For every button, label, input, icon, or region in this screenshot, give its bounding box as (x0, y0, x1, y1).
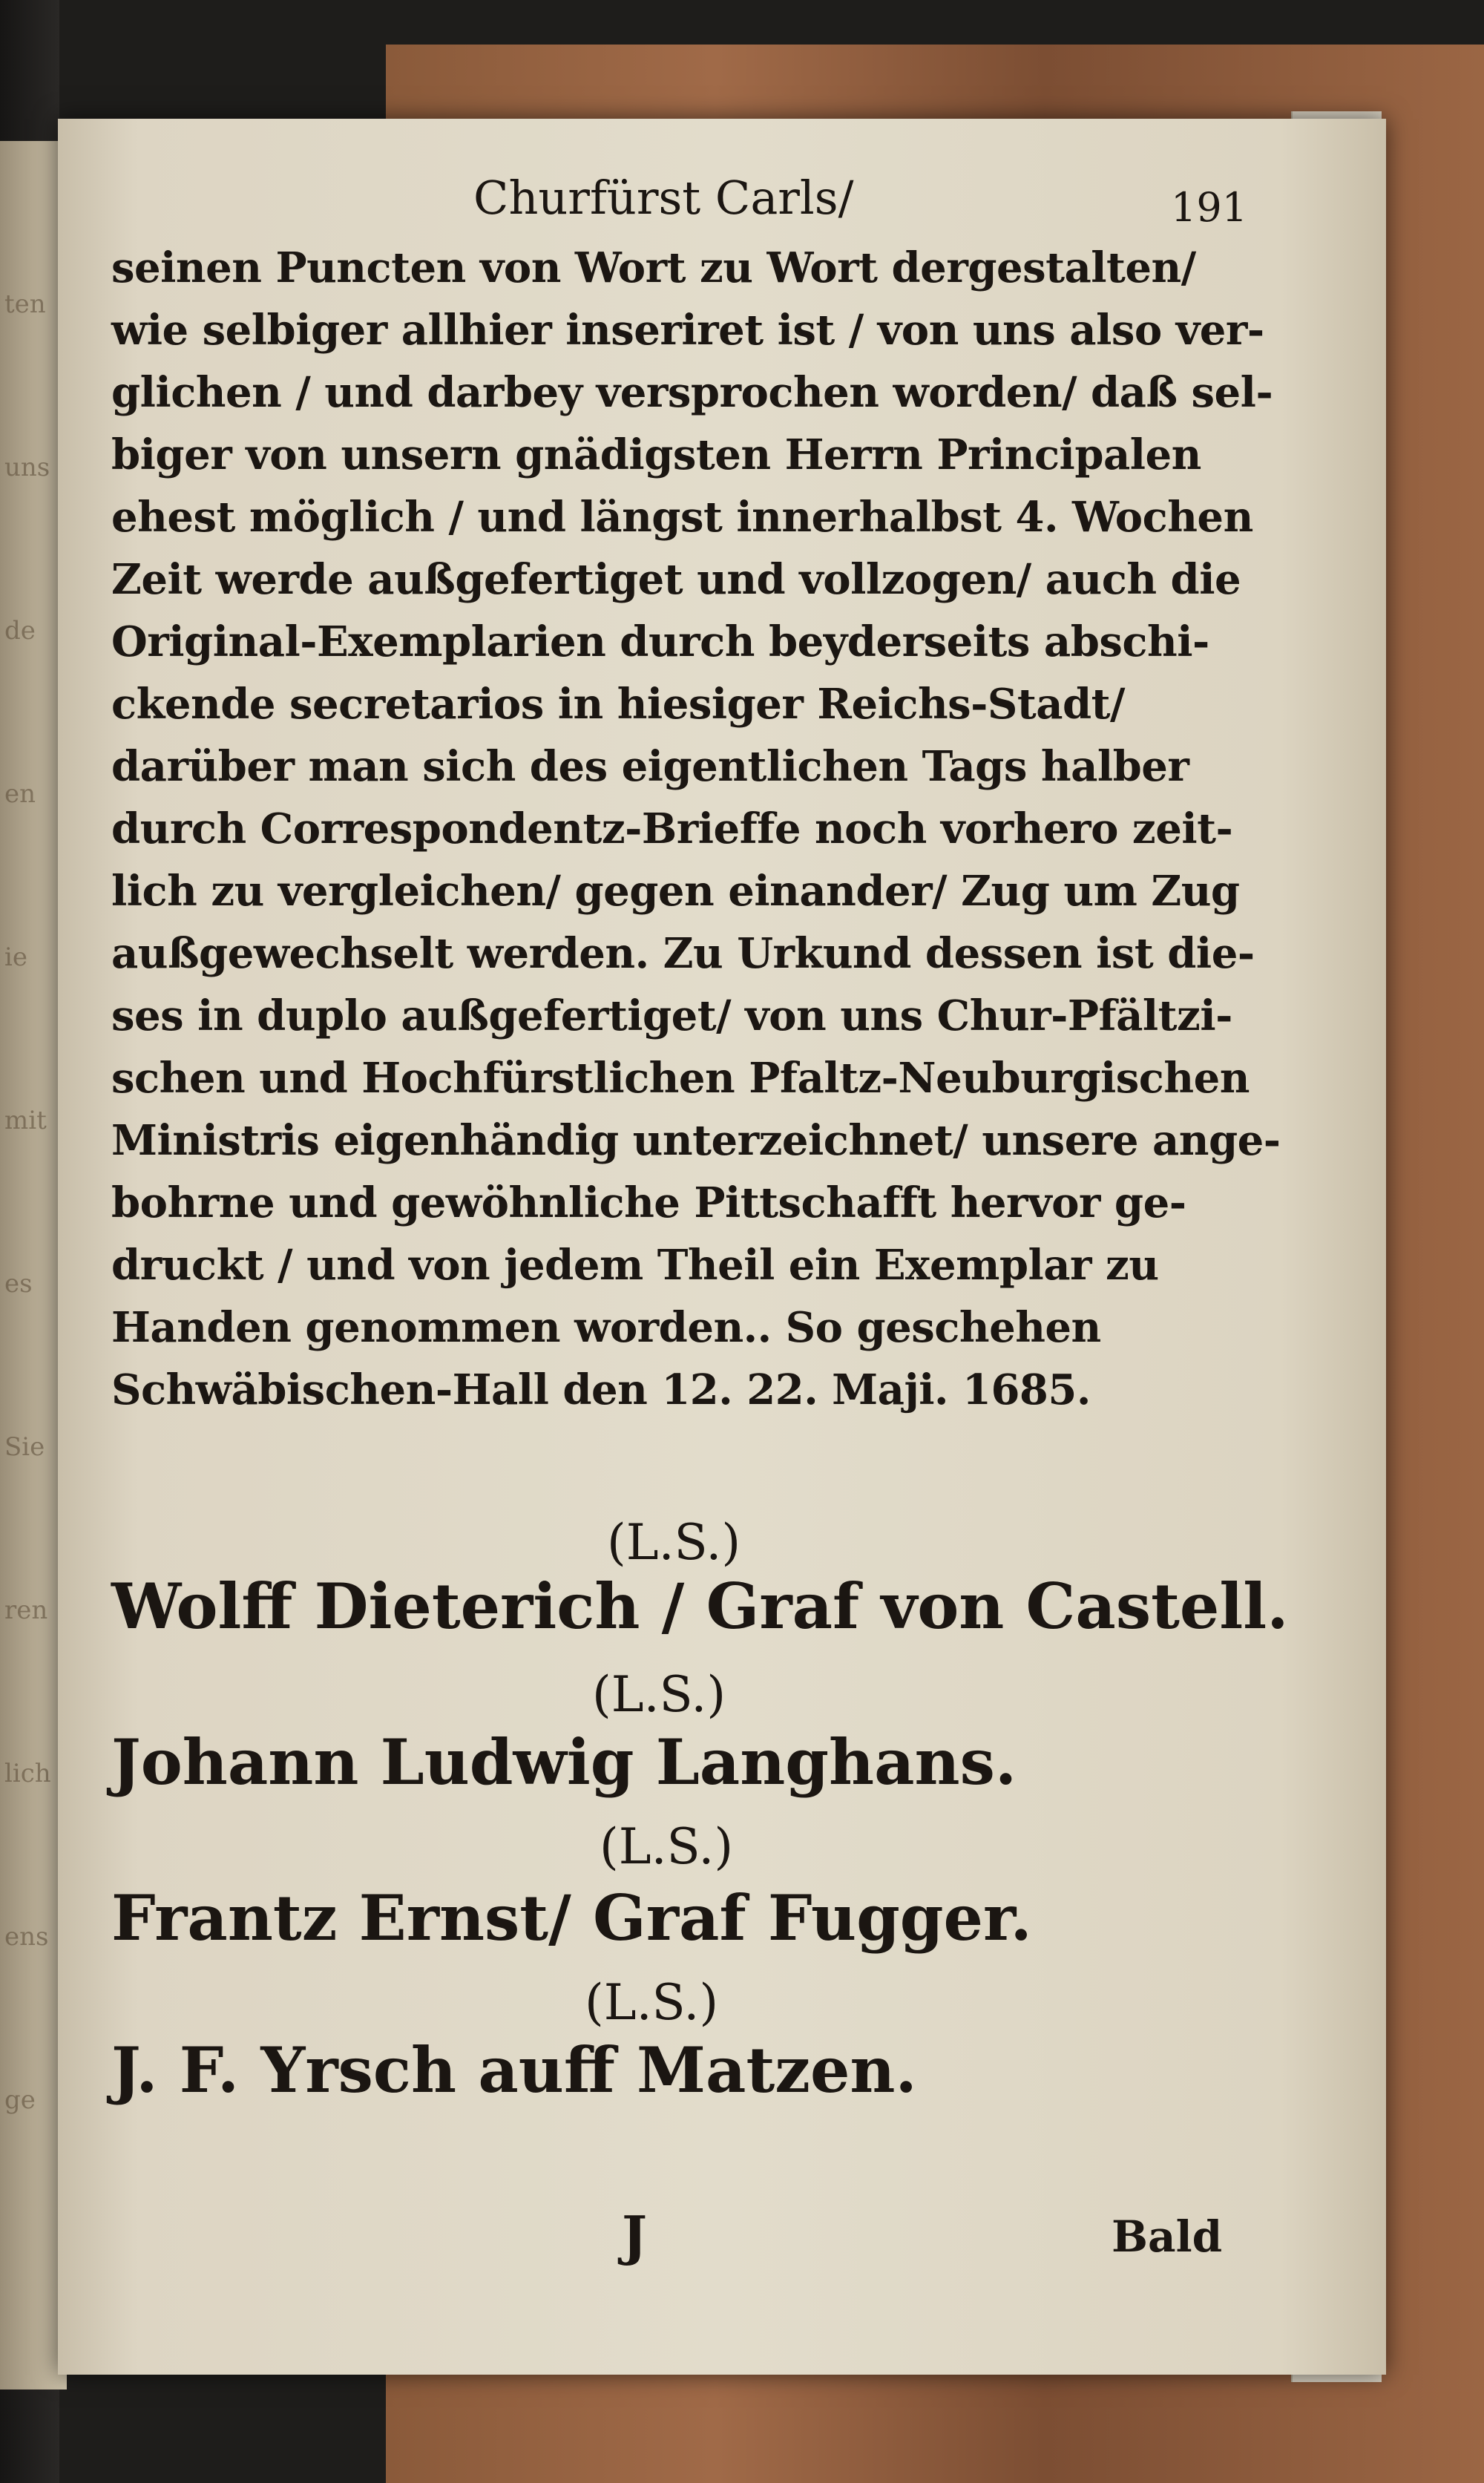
running-title: Churfürst Carls/ (473, 171, 854, 225)
body-line: Original-Exemplarien durch beyderseits abschi- (111, 617, 1209, 666)
body-line: Schwäbischen-Hall den 12. 22. Maji. 1685. (111, 1365, 1091, 1414)
signatory-name: J. F. Yrsch auff Matzen. (111, 2033, 917, 2107)
catchword: Bald (1112, 2211, 1223, 2262)
page-number: 191 (1171, 184, 1248, 231)
signatory-name: Johann Ludwig Langhans. (111, 1725, 1017, 1799)
signatory-name: Frantz Ernst/ Graf Fugger. (111, 1881, 1032, 1955)
body-line: druckt / und von jedem Theil ein Exemplar zu (111, 1241, 1159, 1290)
body-line: ckende secretarios in hiesiger Reichs-Stadt/ (111, 680, 1125, 729)
seal-mark: (L.S.) (592, 1666, 726, 1723)
body-line: durch Correspondentz-Brieffe noch vorhero zeit- (111, 804, 1233, 853)
body-line: außgewechselt werden. Zu Urkund dessen ist die- (111, 929, 1255, 978)
body-line: Ministris eigenhändig unterzeichnet/ unsere ange- (111, 1116, 1281, 1165)
seal-mark: (L.S.) (607, 1514, 741, 1571)
body-line: biger von unsern gnädigsten Herrn Principalen (111, 430, 1201, 479)
body-line: seinen Puncten von Wort zu Wort dergestalten/ (111, 243, 1196, 292)
signatory-name: Wolff Dieterich / Graf von Castell. (111, 1569, 1289, 1643)
body-line: bohrne und gewöhnliche Pittschafft hervor ge- (111, 1178, 1186, 1227)
body-line: Zeit werde außgefertiget und vollzogen/ auch die (111, 555, 1241, 604)
body-line: ses in duplo außgefertiget/ von uns Chur-Pfältzi- (111, 991, 1232, 1040)
body-line: schen und Hochfürstlichen Pfaltz-Neuburgischen (111, 1054, 1250, 1103)
body-line: Handen genommen worden.. So geschehen (111, 1303, 1101, 1352)
body-line: darüber man sich des eigentlichen Tags halber (111, 742, 1189, 791)
body-line: wie selbiger allhier inseriret ist / von uns also ver- (111, 306, 1264, 355)
body-line: lich zu vergleichen/ gegen einander/ Zug um Zug (111, 867, 1240, 916)
body-line: ehest möglich / und längst innerhalbst 4. Wochen (111, 493, 1253, 542)
body-line: glichen / und darbey versprochen worden/ daß sel- (111, 368, 1273, 417)
previous-page-edge: ten uns de en ie mit es Sie ren lich ens ge (0, 141, 67, 2389)
seal-mark: (L.S.) (600, 1818, 734, 1875)
book-page (58, 119, 1386, 2375)
signature-mark: J (622, 2204, 648, 2267)
seal-mark: (L.S.) (585, 1974, 719, 2031)
